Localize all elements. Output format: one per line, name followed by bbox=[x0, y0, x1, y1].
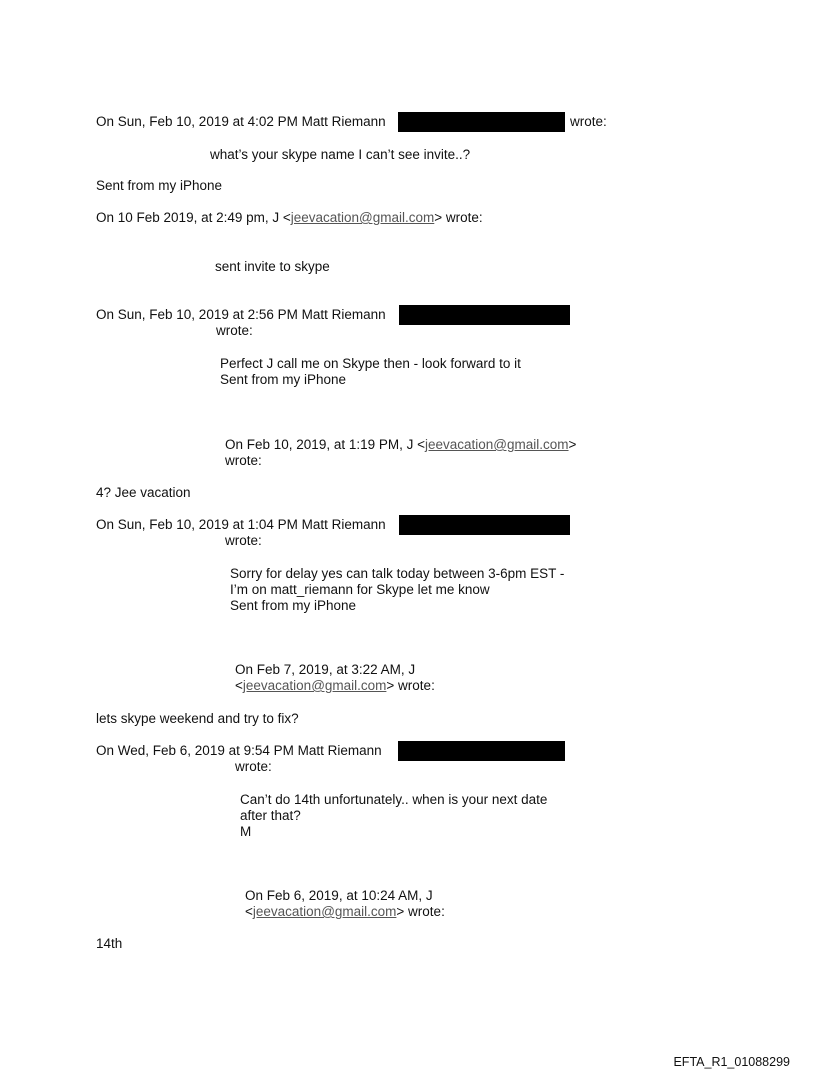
email-signature: Sent from my iPhone bbox=[96, 178, 223, 193]
email-body: I’m on matt_riemann for Skype let me know bbox=[230, 582, 490, 597]
email-header: On Feb 7, 2019, at 3:22 AM, J bbox=[235, 662, 416, 677]
redaction-box bbox=[399, 515, 570, 535]
email-header: <jeevacation@gmail.com> wrote: bbox=[235, 678, 435, 693]
email-header: On Sun, Feb 10, 2019 at 1:04 PM Matt Riemann bbox=[96, 517, 386, 532]
email-header: On Feb 10, 2019, at 1:19 PM, J <jeevacation@gmail.com> bbox=[225, 437, 577, 452]
email-body: sent invite to skype bbox=[215, 259, 330, 274]
email-body: Sorry for delay yes can talk today between 3-6pm EST - bbox=[230, 566, 565, 581]
email-body: after that? bbox=[240, 808, 301, 823]
document-id: EFTA_R1_01088299 bbox=[673, 1055, 790, 1069]
email-header-wrote: wrote: bbox=[570, 114, 607, 129]
email-header-wrote: wrote: bbox=[225, 533, 262, 548]
email-body: 4? Jee vacation bbox=[96, 485, 191, 500]
email-body: Can’t do 14th unfortunately.. when is your next date bbox=[240, 792, 548, 807]
email-link[interactable]: jeevacation@gmail.com bbox=[425, 437, 569, 452]
email-body: what’s your skype name I can’t see invite..? bbox=[210, 147, 471, 162]
email-body: lets skype weekend and try to fix? bbox=[96, 711, 299, 726]
email-signature: Sent from my iPhone bbox=[230, 598, 357, 613]
email-header-wrote: wrote: bbox=[216, 323, 253, 338]
email-link[interactable]: jeevacation@gmail.com bbox=[242, 678, 387, 693]
email-link[interactable]: jeevacation@gmail.com bbox=[290, 210, 435, 225]
email-header: On Sun, Feb 10, 2019 at 4:02 PM Matt Riemann bbox=[96, 114, 386, 129]
redaction-box bbox=[399, 305, 570, 325]
email-signature: Sent from my iPhone bbox=[220, 372, 347, 387]
email-header: <jeevacation@gmail.com> wrote: bbox=[245, 904, 445, 919]
email-header: On Feb 6, 2019, at 10:24 AM, J bbox=[245, 888, 433, 903]
email-body: Perfect J call me on Skype then - look forward to it bbox=[220, 356, 521, 371]
email-header: On Wed, Feb 6, 2019 at 9:54 PM Matt Riemann bbox=[96, 743, 382, 758]
email-header-wrote: wrote: bbox=[235, 759, 272, 774]
email-body: 14th bbox=[96, 936, 123, 951]
email-signature: M bbox=[240, 824, 252, 839]
redaction-box bbox=[398, 112, 565, 132]
email-header-wrote: wrote: bbox=[225, 453, 262, 468]
redaction-box bbox=[398, 741, 565, 761]
email-header: On Sun, Feb 10, 2019 at 2:56 PM Matt Riemann bbox=[96, 307, 386, 322]
email-header: On 10 Feb 2019, at 2:49 pm, J <jeevacation@gmail.com> wrote: bbox=[96, 210, 483, 225]
email-link[interactable]: jeevacation@gmail.com bbox=[252, 904, 397, 919]
